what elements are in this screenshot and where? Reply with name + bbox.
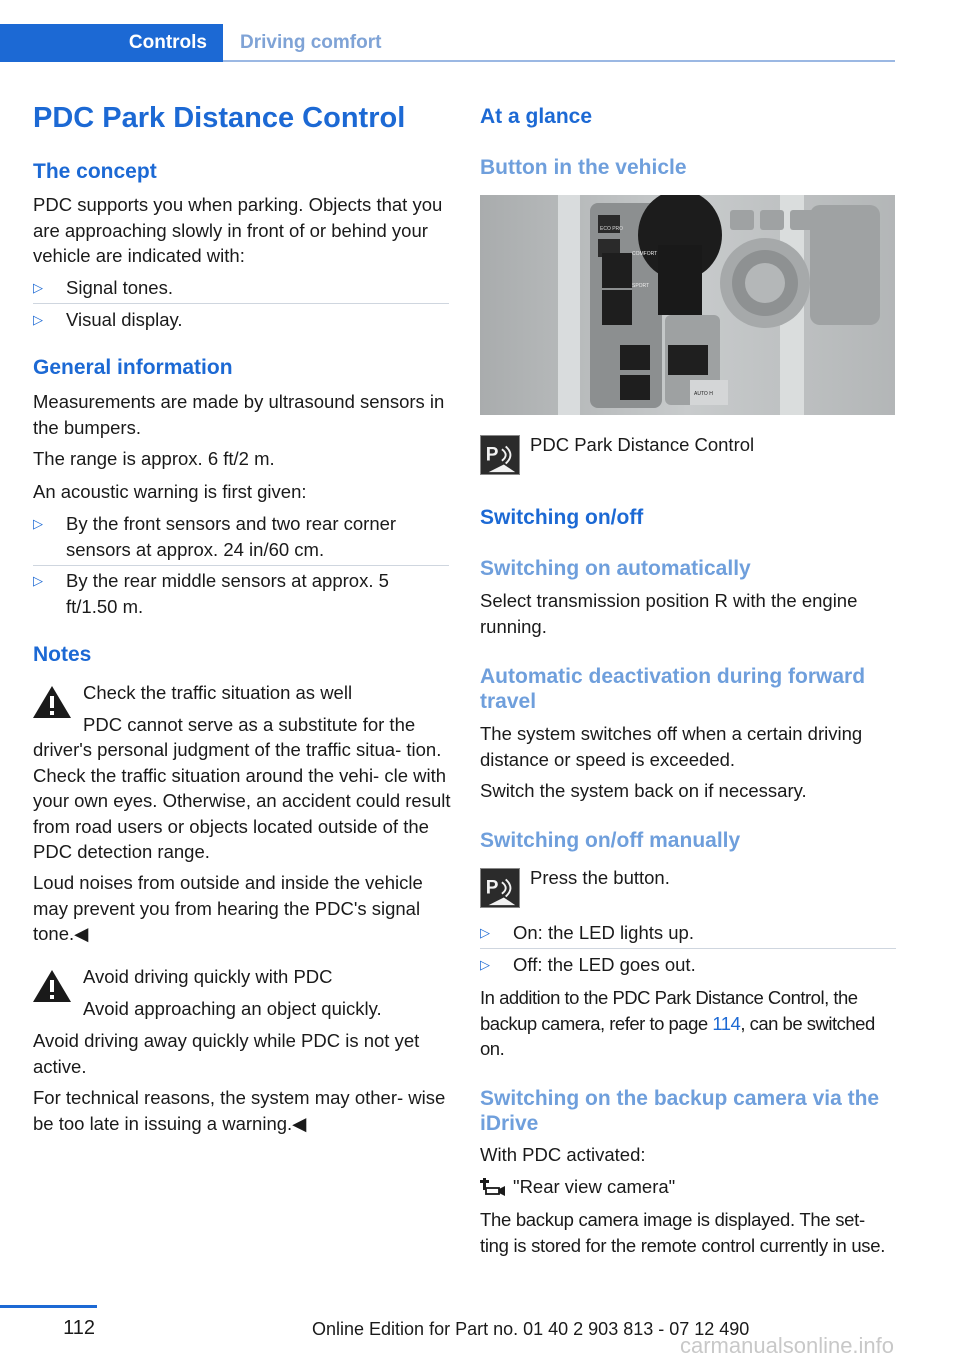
svg-text:P: P: [485, 444, 499, 466]
bullet-triangle-icon: ▷: [33, 312, 43, 327]
bullet-triangle-icon: ▷: [33, 516, 43, 531]
warning-text-first-line: Avoid approaching an object quickly.: [83, 998, 382, 1019]
camera-text-pre: In addition to the PDC Park Distance Control, the backup camera, refer to page: [480, 987, 858, 1034]
concept-heading: The concept: [33, 160, 157, 183]
idrive-text: With PDC activated:: [480, 1144, 646, 1165]
header-tabbar: [0, 24, 895, 62]
idrive-result-text: The backup camera image is displayed. The set‐ ting is stored for the remote control currently in use.: [480, 1209, 886, 1256]
warning-text-2: For technical reasons, the system may other‐ wise be too late in issuing a warning.◀: [33, 1087, 446, 1134]
general-text: Measurements are made by ultrasound sensors in the bumpers.: [33, 391, 445, 438]
bullet-triangle-icon: ▷: [480, 957, 490, 972]
eco-pro-label: ECO PRO: [600, 226, 624, 232]
auto-text: Select transmission position R with the engine running.: [480, 590, 858, 637]
pdc-button-icon: [480, 868, 520, 908]
warning-intro-text: An acoustic warning is first given:: [33, 481, 307, 502]
camera-text: [480, 985, 898, 1062]
footer-rule: [0, 1305, 97, 1308]
concept-text: PDC supports you when parking. Objects that you are approaching slowly in front of or behind your vehicle are indicated with:: [33, 194, 443, 266]
divider: [33, 565, 449, 566]
bullet-triangle-icon: ▷: [33, 280, 43, 295]
notes-heading: Notes: [33, 643, 92, 666]
pdc-button-icon: [480, 435, 520, 475]
manual-heading: Switching on/off manually: [480, 829, 741, 852]
warning-text-first-line: PDC cannot serve as a substitute for the: [83, 714, 416, 735]
console-photo: [480, 195, 895, 415]
edition-text: Online Edition for Part no. 01 40 2 903 813 - 07 12 490: [312, 1319, 750, 1339]
deactivation-text: The system switches off when a certain driving distance or speed is exceeded.: [480, 723, 863, 770]
idrive-menu-item: "Rear view camera": [513, 1176, 676, 1197]
auto-heading: Switching on automatically: [480, 557, 751, 580]
warning-triangle-icon: [32, 684, 72, 720]
bullet-triangle-icon: ▷: [480, 925, 490, 940]
sport-label: SPORT: [632, 283, 650, 289]
list-item-text: By the rear middle sensors at approx. 5 ft/1.50 m.: [66, 570, 389, 617]
warning-title: Check the traffic situation as well: [83, 682, 353, 703]
warning-title: Avoid driving quickly with PDC: [83, 966, 333, 987]
warning-text-2: Loud noises from outside and inside the vehicle may prevent you from hearing the PDC's signal tone.◀: [33, 872, 423, 944]
divider: [480, 948, 896, 949]
tab-underline: [223, 60, 895, 62]
page-link-114[interactable]: 114: [712, 1012, 741, 1034]
range-text: The range is approx. 6 ft/2 m.: [33, 448, 275, 469]
idrive-heading: Switching on the backup camera via the iDrive: [480, 1087, 880, 1135]
page-title: PDC Park Distance Control: [33, 102, 406, 134]
deactivation-text-2: Switch the system back on if necessary.: [480, 780, 807, 801]
list-item-text: Signal tones.: [66, 277, 173, 298]
glance-heading: At a glance: [480, 105, 593, 128]
tab-controls[interactable]: Controls: [0, 24, 223, 62]
general-heading: General information: [33, 356, 233, 379]
list-item-text: By the front sensors and two rear corner sensors at approx. 24 in/60 cm.: [66, 513, 397, 560]
watermark: carmanualsonline.info: [680, 1333, 895, 1358]
warning-text: Avoid driving away quickly while PDC is not yet active.: [33, 1030, 420, 1077]
auto-h-label: AUTO H: [694, 391, 713, 397]
bullet-triangle-icon: ▷: [33, 573, 43, 588]
rear-camera-icon: [480, 1176, 506, 1196]
svg-text:P: P: [485, 877, 499, 899]
comfort-label: COMFORT: [632, 251, 658, 257]
manual-press-text: Press the button.: [530, 867, 670, 888]
list-item-text: Visual display.: [66, 309, 183, 330]
divider: [33, 303, 449, 304]
pdc-caption: PDC Park Distance Control: [530, 434, 755, 455]
button-heading: Button in the vehicle: [480, 156, 687, 179]
page-number: 112: [63, 1317, 95, 1339]
deactivation-heading: Automatic deactivation during forward travel: [480, 665, 866, 713]
warning-triangle-icon: [32, 968, 72, 1004]
camera-text-post: , can be switched on.: [480, 1012, 875, 1059]
list-item-text: Off: the LED goes out.: [513, 954, 696, 975]
console-illustration: [480, 195, 895, 415]
tab-driving-comfort[interactable]: Driving comfort: [240, 32, 382, 53]
list-item-text: On: the LED lights up.: [513, 922, 694, 943]
warning-text: driver's personal judgment of the traffic situa‐ tion. Check the traffic situation around the vehi‐ cle with your own eyes. Otherwise, an accident could result from road users or objects located outside of the PDC detection range.: [33, 739, 451, 862]
switching-heading: Switching on/off: [480, 506, 644, 529]
